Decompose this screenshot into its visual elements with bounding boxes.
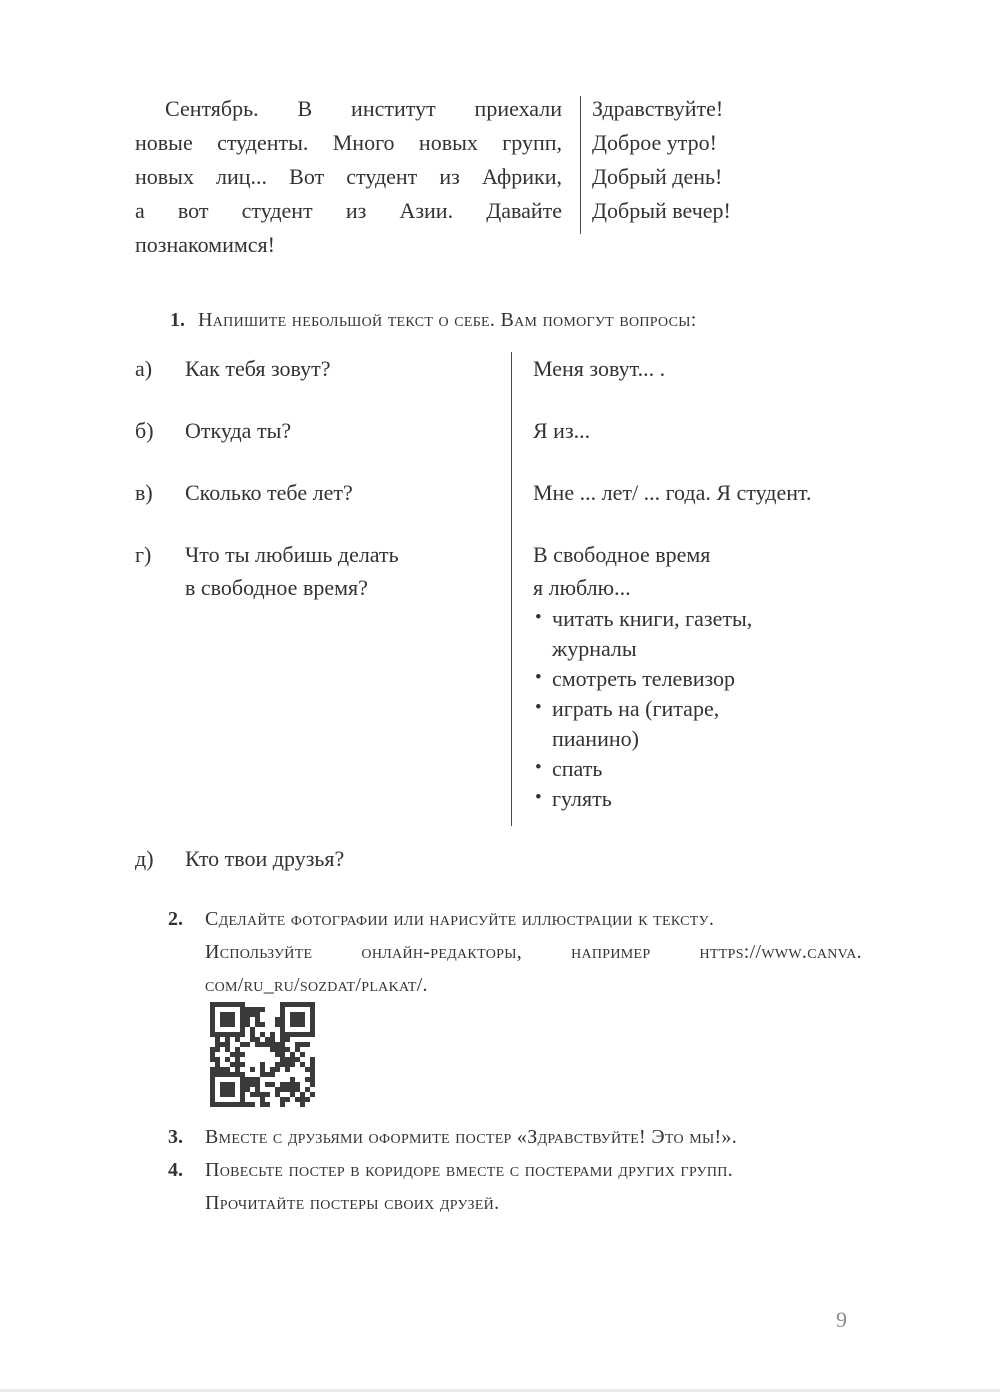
question-text: Кто твои друзья? <box>185 846 345 871</box>
exercise-number: 1. <box>170 309 185 331</box>
item-letter: г) <box>135 542 152 567</box>
hobby-item: • спать <box>533 754 795 784</box>
greeting-line: Добрый день! <box>592 164 723 189</box>
text-line: Сделайте фотографии или нарисуйте иллюстрации к тексту. <box>205 908 715 930</box>
exercise-title: Напишите небольшой текст о себе. Вам помогут вопросы: <box>198 309 697 331</box>
text-line: познакомимся! <box>135 232 275 257</box>
hobby-item: • играть на (гитаре, пианино) <box>533 694 795 754</box>
answer-text: Меня зовут... . <box>511 352 845 414</box>
answer-text: Мне ... лет/ ... года. Я студент. <box>511 476 845 538</box>
text-line: В свободное время <box>533 542 711 567</box>
question-text <box>185 538 511 826</box>
exercise-4 <box>168 1154 1000 1220</box>
text-line: новые студенты. Много новых групп, <box>135 130 562 155</box>
answer-text <box>511 538 845 826</box>
text-line: Прочитайте постеры своих друзей. <box>205 1192 500 1214</box>
exercise-text <box>205 1154 895 1220</box>
text-line: Сентябрь. В институт приехали <box>165 96 562 121</box>
exercise-3 <box>168 1121 1000 1154</box>
hobby-item: • читать книги, газеты, журналы <box>533 604 795 664</box>
exercise-number: 3. <box>168 1126 183 1148</box>
text-line: Повесьте постер в коридоре вместе с постерами других групп. <box>205 1159 734 1181</box>
greeting-line: Добрый вечер! <box>592 198 731 223</box>
hobby-item: • смотреть телевизор <box>533 664 795 694</box>
question-text: Сколько тебе лет? <box>185 480 353 505</box>
exercise-number: 2. <box>168 908 183 930</box>
intro-section <box>135 92 1000 262</box>
question-row-d <box>135 842 1000 875</box>
hobby-item: • гулять <box>533 784 795 814</box>
question-text: Откуда ты? <box>185 418 292 443</box>
exercise-1-heading <box>170 308 1000 332</box>
qr-code <box>210 1002 315 1107</box>
question-answer-table <box>135 352 1000 826</box>
text-line: я люблю... <box>533 575 631 600</box>
greeting-line: Доброе утро! <box>592 130 717 155</box>
column-divider <box>580 96 581 234</box>
exercise-number: 4. <box>168 1159 183 1181</box>
text-line: новых лиц... Вот студент из Африки, <box>135 164 562 189</box>
greeting-line: Здравствуйте! <box>592 96 724 121</box>
answer-text: Я из... <box>511 414 845 476</box>
hobbies-list <box>533 604 795 814</box>
question-text: Как тебя зовут? <box>185 356 331 381</box>
text-line: в свободное время? <box>185 575 368 600</box>
text-line: com/ru_ru/sozdat/plakat/. <box>205 974 428 996</box>
exercise-text: Вместе с друзьями оформите постер «Здравствуйте! Это мы!». <box>205 1126 738 1148</box>
page-number: 9 <box>836 1307 847 1332</box>
text-line: Используйте онлайн-редакторы, например https://www.canva. <box>205 941 862 963</box>
text-line: Что ты любишь делать <box>185 542 399 567</box>
item-letter: в) <box>135 480 153 505</box>
item-letter: д) <box>135 846 154 871</box>
text-line: а вот студент из Азии. Давайте <box>135 198 562 223</box>
item-letter: б) <box>135 418 154 443</box>
greetings-list <box>592 92 731 262</box>
intro-paragraph <box>135 92 562 262</box>
exercise-text <box>205 903 862 1002</box>
item-letter: а) <box>135 356 153 381</box>
exercise-2 <box>168 903 1000 1002</box>
